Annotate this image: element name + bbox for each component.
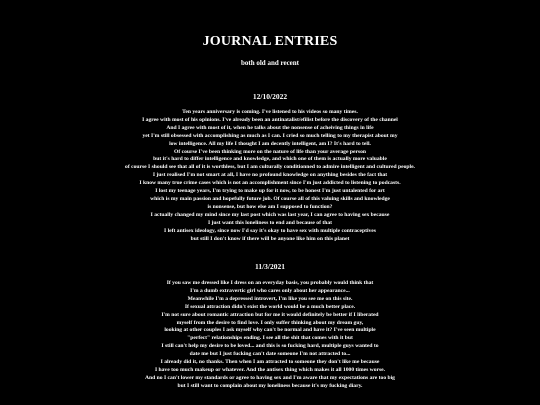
entry-line: low intelligence. All my life I thought I am decently intelligent, am I? It's hard to tell. — [169, 140, 371, 147]
entry-line: I'm not sure about romantic attraction but for me it would definitely be better if I liberated — [161, 311, 379, 318]
page-subtitle: both old and recent — [240, 59, 300, 67]
entry-line: is nonsense, but how else am I supposed to function? — [207, 203, 333, 210]
entry-line: of course I should see that all of it is worthless, but I am culturally conditionned to admire intelligent and cultured people. — [125, 164, 415, 171]
entry-line: but it's hard to differ intelligence and knowledge, and which one of them is actually more valuable — [153, 156, 387, 163]
entry-line: I just want this loneliness to end and because of that — [207, 219, 332, 226]
entry-body — [0, 280, 540, 391]
entry-line: I just realised I'm not smart at all, I have no profound knowledge on anything besides the fact that — [152, 172, 388, 179]
entry-line: date me but I just fucking can't date someone I'm not attracted to... — [189, 351, 351, 358]
entry-line: I lost my teenage years, I'm trying to make up for it now, to be honest I'm just untalented for art — [155, 188, 385, 195]
entry-line: looking at other couples I ask myself why can't be normal and have it? I've seen multiple — [164, 327, 376, 334]
entry-line: Ten years anniversary is coming. I've listened to his videos so many times. — [182, 109, 358, 115]
entry-line: I know many true crime cases which is not an accomplishment since I'm just addicted to listening to podcasts. — [139, 180, 401, 187]
entry-line: If you saw me dressed like I dress on an everyday basis, you probably would think that — [166, 280, 374, 286]
entry-line: And no I can't lower my standards or agree to having sex and I'm aware that my expectations are too big — [145, 374, 395, 381]
entry-line: I still can't help my desire to be loved... and this is so fucking hard, multiple guys wanted to — [161, 343, 379, 350]
entry-body — [0, 109, 540, 243]
entry-line: Meanwhile I'm a depressed introvert, I'm like you see me on this site. — [187, 295, 353, 302]
entry-line: but I still want to complain about my loneliness because it's my fucking diary. — [177, 382, 363, 389]
entry-line: which is my main passion and hopefully future job. Of course all of this valuing skills and knowledge — [150, 195, 390, 202]
entry-line: Of course I've been thinking more on the nature of life than your average person — [173, 148, 367, 155]
page-title: JOURNAL ENTRIES — [202, 34, 338, 49]
entry-line: yet I'm still obsessed with accomplishing as much as I can. I cried so much telling to my therapist about my — [142, 132, 398, 139]
entry-line: I'm a dumb extravertic girl who cares only about her appearance... — [190, 287, 350, 294]
entry-line: I left antisex ideology, since now I'd say it's okay to have sex with multiple contraceptives — [164, 227, 376, 234]
entry-line: I have too much makeup or whatever. And the antisex thing which makes it all 1000 times worse. — [154, 366, 386, 373]
entry-date: 12/10/2022 — [252, 92, 288, 101]
entry-line: myself from the desire to find love. I only suffer thinking about my dream guy, — [176, 319, 364, 326]
entry-line: And I agree with most of it, when he talks about the nonsense of acheiving things in life — [166, 124, 374, 131]
entry-line: I actually changed my mind since my last post which was last year, I can agree to having sex because — [150, 211, 390, 218]
entry-line: I agree with most of his opinions. I've already been an antinatalist/efilist before the discovery of the channel — [142, 116, 398, 123]
entry-date: 11/3/2021 — [254, 262, 285, 271]
entry-line: but still I don't know if there will be anyone like him on this planet — [190, 235, 350, 242]
entry-line: I already did it, no thanks. Then when I am attracted to someone they don't like me because — [160, 359, 380, 366]
entry-line: "perfect" relationships ending. I see all the shit that comes with it but — [187, 335, 353, 342]
entry-line: If sexual attraction didn't exist the world would be a much better place. — [184, 303, 356, 310]
